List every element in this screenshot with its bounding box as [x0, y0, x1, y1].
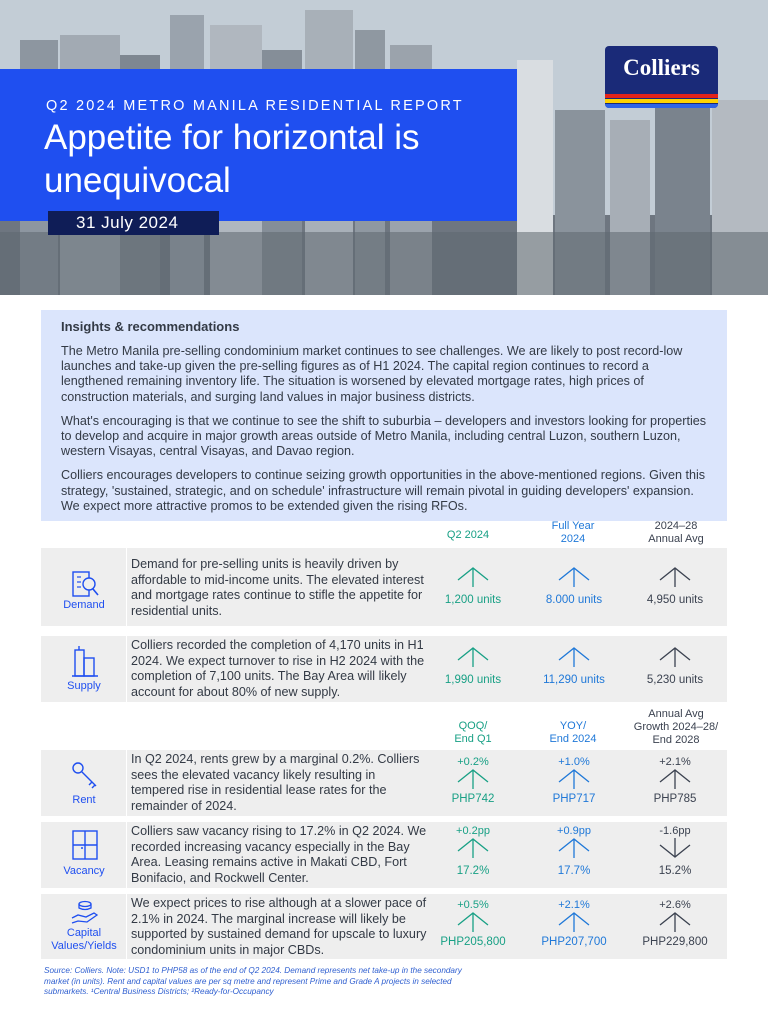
rent-description: In Q2 2024, rents grew by a marginal 0.2%. Colliers sees the elevated vacancy likely resulting in tempered rise in residential lease rates for the remainder of 2024.	[131, 752, 420, 813]
rent-qoq-change: +0.2%	[457, 756, 489, 768]
vacancy-yoy-change: +0.9pp	[557, 825, 591, 837]
capital-growth-value: PHP229,800	[642, 936, 708, 948]
arrow-up-icon	[456, 837, 490, 859]
arrow-down-icon	[658, 837, 692, 859]
column-header-qoq	[423, 720, 523, 746]
arrow-up-icon	[456, 566, 490, 588]
capital-yoy-metric	[519, 899, 629, 948]
capital-label-line: Capital	[66, 927, 102, 939]
insights-paragraph: Colliers encourages developers to continue seizing growth opportunities in the above-mentioned regions. Given this strategy, 'sustained, strategic, and on schedule' infrastructure will remain pivotal in guiding developers' expansion. We expect more attractive promos to be extended given the rising RFOs.	[61, 468, 706, 513]
column-header-text: Q2 2024	[446, 529, 490, 541]
vacancy-growth-metric	[620, 825, 730, 877]
door-icon	[70, 828, 100, 862]
demand-description: Demand for pre-selling units is heavily driven by affordable to mid-income units. The elevated interest and mortgage rates continue to stifle the appetite for residential units.	[131, 557, 424, 618]
column-header-text: Annual Avg	[648, 708, 704, 720]
supply-q2-value: 1,990 units	[444, 674, 502, 686]
capital-icon-cell	[41, 894, 127, 959]
demand-label: Demand	[63, 599, 105, 611]
logo-stripes	[605, 94, 718, 108]
rent-yoy-value: PHP717	[552, 793, 596, 805]
capital-yoy-value: PHP207,700	[541, 936, 607, 948]
column-header-annual-avg	[626, 520, 726, 546]
supply-fy-value: 11,290 units	[543, 674, 605, 686]
demand-fy-value: 8.000 units	[545, 594, 603, 606]
demand-avg-value: 4,950 units	[646, 594, 704, 606]
supply-avg-metric	[620, 646, 730, 686]
building-magnifier-icon	[70, 564, 100, 598]
insights-title: Insights & recommendations	[61, 319, 240, 334]
arrow-up-icon	[557, 911, 591, 933]
rent-qoq-value: PHP742	[451, 793, 495, 805]
insights-paragraph: What's encouraging is that we continue to see the shift to suburbia – developers and investors looking for properties to develop and acquire in major growth areas outside of Metro Manila, including central Luzon, southern Luzon, western Visayas, central Visayas, and Davao region.	[61, 413, 707, 459]
key-icon	[70, 758, 100, 792]
arrow-up-icon	[456, 646, 490, 668]
arrow-up-icon	[456, 768, 490, 790]
rent-qoq-metric	[418, 756, 528, 805]
column-header-full-year	[523, 520, 623, 546]
supply-avg-value: 5,230 units	[646, 674, 704, 686]
capital-values-row	[41, 894, 727, 959]
column-header-yoy	[523, 720, 623, 746]
demand-avg-metric	[620, 566, 730, 606]
demand-icon-cell	[41, 548, 127, 626]
capital-qoq-metric	[418, 899, 528, 948]
supply-row	[41, 636, 727, 702]
vacancy-row	[41, 822, 727, 888]
demand-q2-value: 1,200 units	[444, 594, 502, 606]
column-header-text: End 2028	[652, 734, 700, 746]
hand-coins-icon	[70, 898, 100, 928]
column-header-text: Full Year	[551, 520, 595, 532]
arrow-up-icon	[658, 566, 692, 588]
column-header-text: End Q1	[454, 733, 492, 745]
arrow-up-icon	[557, 837, 591, 859]
capital-growth-change: +2.6%	[659, 899, 691, 911]
capital-growth-metric	[620, 899, 730, 948]
column-header-text: 2024	[560, 533, 586, 545]
arrow-up-icon	[658, 768, 692, 790]
capital-qoq-value: PHP205,800	[440, 936, 506, 948]
column-header-text: YOY/	[559, 720, 587, 732]
column-header-q2-2024	[418, 529, 518, 542]
arrow-up-icon	[557, 566, 591, 588]
report-kicker: Q2 2024 METRO MANILA RESIDENTIAL REPORT	[46, 98, 464, 114]
vacancy-qoq-value: 17.2%	[456, 865, 490, 877]
vacancy-qoq-change: +0.2pp	[456, 825, 490, 837]
insights-panel	[41, 310, 727, 521]
vacancy-yoy-metric	[519, 825, 629, 877]
column-header-text: QOQ/	[458, 720, 488, 732]
demand-q2-metric	[418, 566, 528, 606]
rent-yoy-change: +1.0%	[558, 756, 590, 768]
rent-growth-metric	[620, 756, 730, 805]
vacancy-description: Colliers saw vacancy rising to 17.2% in Q2 2024. We recorded increasing vacancy especially in the Bay Area. Leasing remains active in Makati CBD, Fort Bonifacio, and Rockwell Center.	[131, 824, 427, 885]
column-header-text: End 2024	[549, 733, 597, 745]
column-header-text: Annual Avg	[648, 533, 704, 545]
capital-qoq-change: +0.5%	[457, 899, 489, 911]
vacancy-qoq-metric	[418, 825, 528, 877]
arrow-up-icon	[557, 768, 591, 790]
capital-label-line: Values/Yields	[51, 940, 117, 952]
capital-description: We expect prices to rise although at a slower pace of 2.1% in 2024. The marginal increase will likely be supported by sustained demand for upscale to luxury condominium units in major CBDs.	[131, 896, 427, 957]
capital-yoy-change: +2.1%	[558, 899, 590, 911]
colliers-logo	[605, 46, 718, 108]
supply-label: Supply	[67, 680, 101, 692]
demand-row	[41, 548, 727, 626]
supply-icon-cell	[41, 636, 127, 702]
insights-paragraph: The Metro Manila pre-selling condominium market continues to see challenges. We are likely to post record-low launches and take-up given the pre-selling figures as of H1 2024. The capital region continues to record a lengthened remaining inventory life. The situation is worsened by elevated mortgage rates, high prices of construction materials, and surging land values in major business districts.	[61, 344, 683, 404]
report-date: 31 July 2024	[48, 211, 219, 235]
column-header-growth	[616, 708, 736, 747]
demand-fy-metric	[519, 566, 629, 606]
vacancy-label: Vacancy	[63, 865, 105, 877]
arrow-up-icon	[456, 911, 490, 933]
vacancy-growth-change: -1.6pp	[659, 825, 691, 837]
arrow-up-icon	[658, 911, 692, 933]
rent-label: Rent	[72, 794, 96, 806]
rent-growth-value: PHP785	[653, 793, 697, 805]
source-note: Source: Colliers. Note: USD1 to PHP58 as of the end of Q2 2024. Demand represents net take-up in the secondary market (in units). Rent and capital values are per sq metre and represent Prime and Grade A projects in selected submarkets. ¹Central Business Districts; ²Ready-for-Occupancy	[44, 966, 462, 996]
arrow-up-icon	[658, 646, 692, 668]
logo-wordmark: Colliers	[623, 55, 700, 80]
supply-fy-metric	[519, 646, 629, 686]
column-header-text: 2024–28	[654, 520, 698, 532]
report-title: Appetite for horizontal is unequivocal	[44, 118, 420, 200]
rent-icon-cell	[41, 750, 127, 816]
buildings-icon	[70, 644, 100, 678]
capital-label	[41, 927, 127, 953]
rent-growth-change: +2.1%	[659, 756, 691, 768]
vacancy-icon-cell	[41, 822, 127, 888]
vacancy-growth-value: 15.2%	[658, 865, 692, 877]
column-header-text: Growth 2024–28/	[633, 721, 719, 733]
rent-yoy-metric	[519, 756, 629, 805]
rent-row	[41, 750, 727, 816]
supply-q2-metric	[418, 646, 528, 686]
hero-banner	[0, 0, 768, 295]
vacancy-yoy-value: 17.7%	[557, 865, 591, 877]
supply-description: Colliers recorded the completion of 4,170 units in H1 2024. We expect turnover to rise in H2 2024 with the completion of 7,100 units. The Bay Area will likely account for about 80% of new supply.	[131, 638, 425, 699]
arrow-up-icon	[557, 646, 591, 668]
